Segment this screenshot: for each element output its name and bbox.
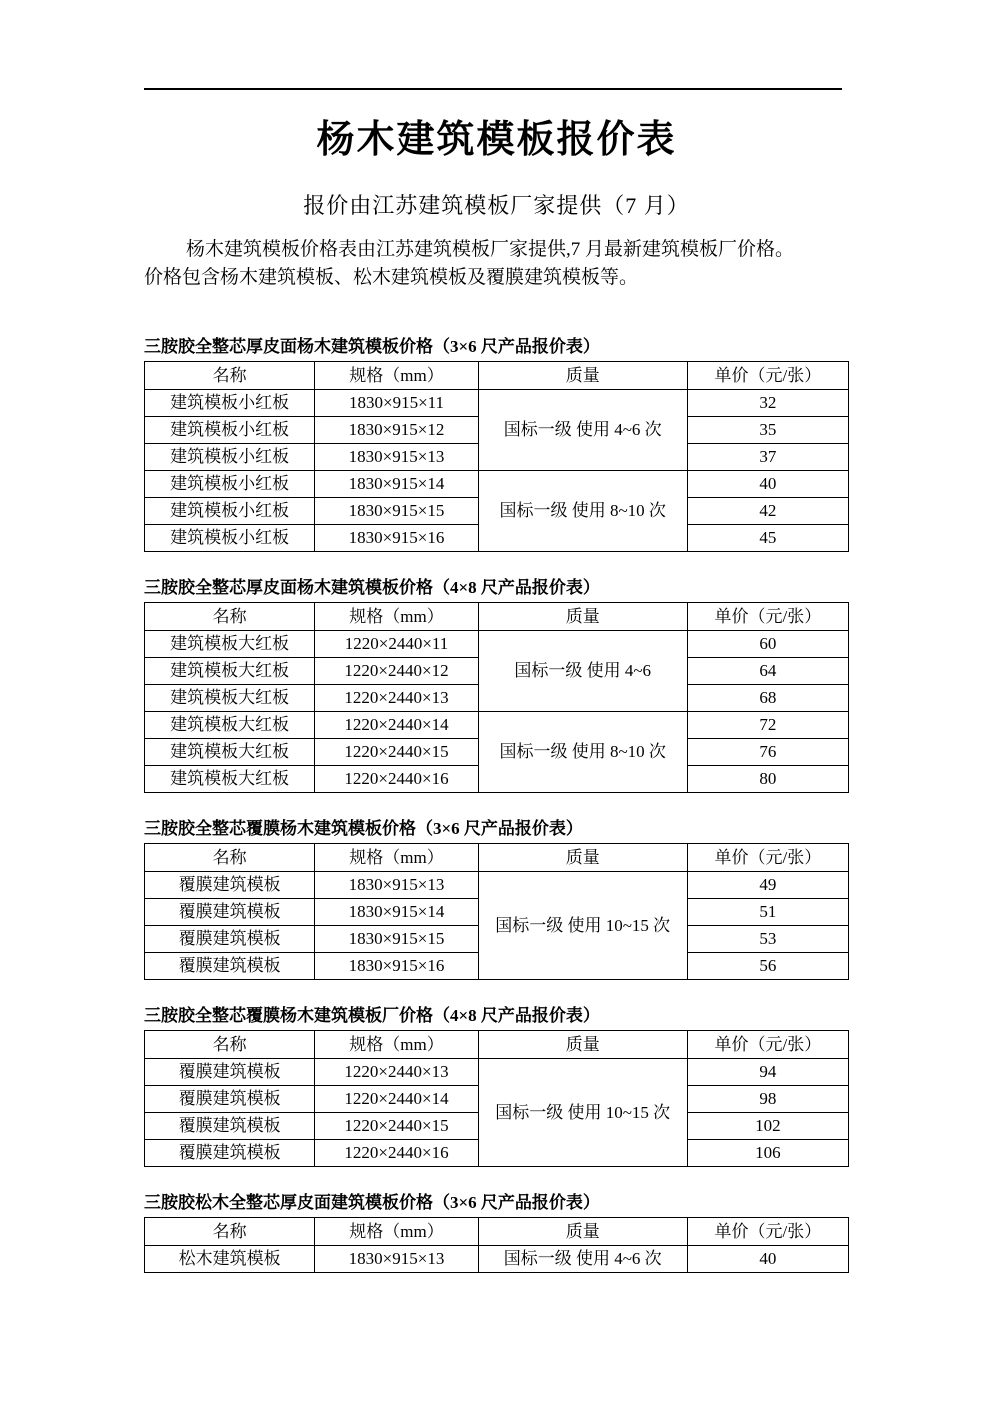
cell-price: 98 — [687, 1086, 848, 1113]
table-header-row — [145, 603, 849, 631]
table-heading: 三胺胶全整芯覆膜杨木建筑模板厂价格（4×8 尺产品报价表） — [144, 1006, 600, 1025]
table-section-3x6-pine — [144, 1193, 849, 1273]
cell-quality: 国标一级 使用 10~15 次 — [478, 1059, 687, 1167]
cell-price: 37 — [687, 444, 848, 471]
table-header-row — [145, 844, 849, 872]
cell-name: 建筑模板小红板 — [145, 390, 315, 417]
cell-price: 32 — [687, 390, 848, 417]
cell-spec: 1220×2440×15 — [315, 739, 478, 766]
table-row — [145, 712, 849, 739]
cell-name: 建筑模板小红板 — [145, 498, 315, 525]
cell-name: 建筑模板小红板 — [145, 417, 315, 444]
cell-price: 94 — [687, 1059, 848, 1086]
cell-name: 建筑模板小红板 — [145, 444, 315, 471]
cell-spec: 1220×2440×15 — [315, 1113, 478, 1140]
cell-name: 建筑模板大红板 — [145, 712, 315, 739]
cell-spec: 1830×915×16 — [315, 525, 478, 552]
cell-price: 68 — [687, 685, 848, 712]
page-title: 杨木建筑模板报价表 — [316, 119, 677, 161]
col-header-name: 名称 — [145, 362, 315, 390]
intro-line-2: 价格包含杨木建筑模板、松木建筑模板及覆膜建筑模板等。 — [144, 267, 639, 288]
cell-price: 40 — [687, 1246, 848, 1273]
header-rule — [144, 88, 842, 90]
cell-price: 102 — [687, 1113, 848, 1140]
table-row — [145, 1246, 849, 1273]
cell-spec: 1220×2440×14 — [315, 1086, 478, 1113]
table-section-3x6-film — [144, 819, 849, 980]
cell-name: 建筑模板大红板 — [145, 739, 315, 766]
col-header-quality: 质量 — [478, 362, 687, 390]
col-header-spec: 规格（mm） — [315, 603, 478, 631]
cell-name: 建筑模板大红板 — [145, 685, 315, 712]
cell-spec: 1830×915×13 — [315, 1246, 478, 1273]
cell-name: 建筑模板大红板 — [145, 766, 315, 793]
cell-price: 72 — [687, 712, 848, 739]
table-section-3x6-thick — [144, 337, 849, 552]
cell-price: 40 — [687, 471, 848, 498]
cell-spec: 1830×915×14 — [315, 471, 478, 498]
cell-price: 76 — [687, 739, 848, 766]
cell-quality: 国标一级 使用 10~15 次 — [478, 872, 687, 980]
cell-price: 49 — [687, 872, 848, 899]
cell-spec: 1220×2440×12 — [315, 658, 478, 685]
col-header-name: 名称 — [145, 1031, 315, 1059]
cell-name: 覆膜建筑模板 — [145, 1113, 315, 1140]
cell-spec: 1220×2440×11 — [315, 631, 478, 658]
table-heading: 三胺胶松木全整芯厚皮面建筑模板价格（3×6 尺产品报价表） — [144, 1193, 600, 1212]
cell-name: 建筑模板小红板 — [145, 471, 315, 498]
cell-quality: 国标一级 使用 4~6 — [478, 631, 687, 712]
col-header-quality: 质量 — [478, 1031, 687, 1059]
table-row — [145, 1059, 849, 1086]
col-header-quality: 质量 — [478, 844, 687, 872]
cell-spec: 1220×2440×13 — [315, 1059, 478, 1086]
cell-name: 覆膜建筑模板 — [145, 926, 315, 953]
col-header-price: 单价（元/张） — [687, 362, 848, 390]
price-table-3x6-film — [144, 843, 849, 980]
table-row — [145, 390, 849, 417]
price-table-3x6-thick — [144, 361, 849, 552]
cell-spec: 1830×915×12 — [315, 417, 478, 444]
table-section-4x8-film — [144, 1006, 849, 1167]
col-header-quality: 质量 — [478, 1218, 687, 1246]
col-header-name: 名称 — [145, 1218, 315, 1246]
cell-name: 覆膜建筑模板 — [145, 1140, 315, 1167]
col-header-name: 名称 — [145, 844, 315, 872]
cell-quality: 国标一级 使用 8~10 次 — [478, 471, 687, 552]
cell-spec: 1220×2440×13 — [315, 685, 478, 712]
table-section-4x8-thick — [144, 578, 849, 793]
page-subtitle: 报价由江苏建筑模板厂家提供（7 月） — [303, 193, 690, 218]
cell-price: 56 — [687, 953, 848, 980]
cell-price: 64 — [687, 658, 848, 685]
table-row — [145, 471, 849, 498]
intro-line-1: 杨木建筑模板价格表由江苏建筑模板厂家提供,7 月最新建筑模板厂价格。 — [186, 239, 795, 260]
col-header-quality: 质量 — [478, 603, 687, 631]
table-header-row — [145, 1218, 849, 1246]
cell-name: 建筑模板大红板 — [145, 631, 315, 658]
cell-spec: 1830×915×13 — [315, 872, 478, 899]
cell-spec: 1220×2440×16 — [315, 766, 478, 793]
cell-quality: 国标一级 使用 4~6 次 — [478, 1246, 687, 1273]
cell-price: 53 — [687, 926, 848, 953]
cell-quality: 国标一级 使用 4~6 次 — [478, 390, 687, 471]
cell-name: 覆膜建筑模板 — [145, 953, 315, 980]
cell-name: 建筑模板小红板 — [145, 525, 315, 552]
cell-name: 覆膜建筑模板 — [145, 899, 315, 926]
cell-name: 覆膜建筑模板 — [145, 1059, 315, 1086]
col-header-spec: 规格（mm） — [315, 1031, 478, 1059]
cell-spec: 1830×915×11 — [315, 390, 478, 417]
col-header-price: 单价（元/张） — [687, 1031, 848, 1059]
intro-paragraph — [144, 236, 849, 292]
cell-spec: 1830×915×15 — [315, 926, 478, 953]
cell-price: 51 — [687, 899, 848, 926]
cell-name: 覆膜建筑模板 — [145, 1086, 315, 1113]
price-table-4x8-thick — [144, 602, 849, 793]
table-heading: 三胺胶全整芯厚皮面杨木建筑模板价格（3×6 尺产品报价表） — [144, 337, 600, 356]
cell-spec: 1830×915×14 — [315, 899, 478, 926]
price-table-3x6-pine — [144, 1217, 849, 1273]
table-header-row — [145, 362, 849, 390]
table-row — [145, 872, 849, 899]
col-header-spec: 规格（mm） — [315, 362, 478, 390]
col-header-price: 单价（元/张） — [687, 844, 848, 872]
col-header-price: 单价（元/张） — [687, 603, 848, 631]
cell-name: 建筑模板大红板 — [145, 658, 315, 685]
cell-price: 45 — [687, 525, 848, 552]
cell-price: 106 — [687, 1140, 848, 1167]
cell-spec: 1830×915×15 — [315, 498, 478, 525]
table-row — [145, 631, 849, 658]
col-header-name: 名称 — [145, 603, 315, 631]
table-header-row — [145, 1031, 849, 1059]
cell-name: 覆膜建筑模板 — [145, 872, 315, 899]
table-heading: 三胺胶全整芯厚皮面杨木建筑模板价格（4×8 尺产品报价表） — [144, 578, 600, 597]
cell-price: 60 — [687, 631, 848, 658]
document-content — [144, 0, 849, 1273]
table-heading: 三胺胶全整芯覆膜杨木建筑模板价格（3×6 尺产品报价表） — [144, 819, 583, 838]
col-header-spec: 规格（mm） — [315, 1218, 478, 1246]
cell-name: 松木建筑模板 — [145, 1246, 315, 1273]
cell-spec: 1830×915×16 — [315, 953, 478, 980]
price-table-4x8-film — [144, 1030, 849, 1167]
cell-quality: 国标一级 使用 8~10 次 — [478, 712, 687, 793]
col-header-spec: 规格（mm） — [315, 844, 478, 872]
col-header-price: 单价（元/张） — [687, 1218, 848, 1246]
cell-price: 42 — [687, 498, 848, 525]
cell-price: 35 — [687, 417, 848, 444]
cell-price: 80 — [687, 766, 848, 793]
cell-spec: 1830×915×13 — [315, 444, 478, 471]
cell-spec: 1220×2440×16 — [315, 1140, 478, 1167]
cell-spec: 1220×2440×14 — [315, 712, 478, 739]
